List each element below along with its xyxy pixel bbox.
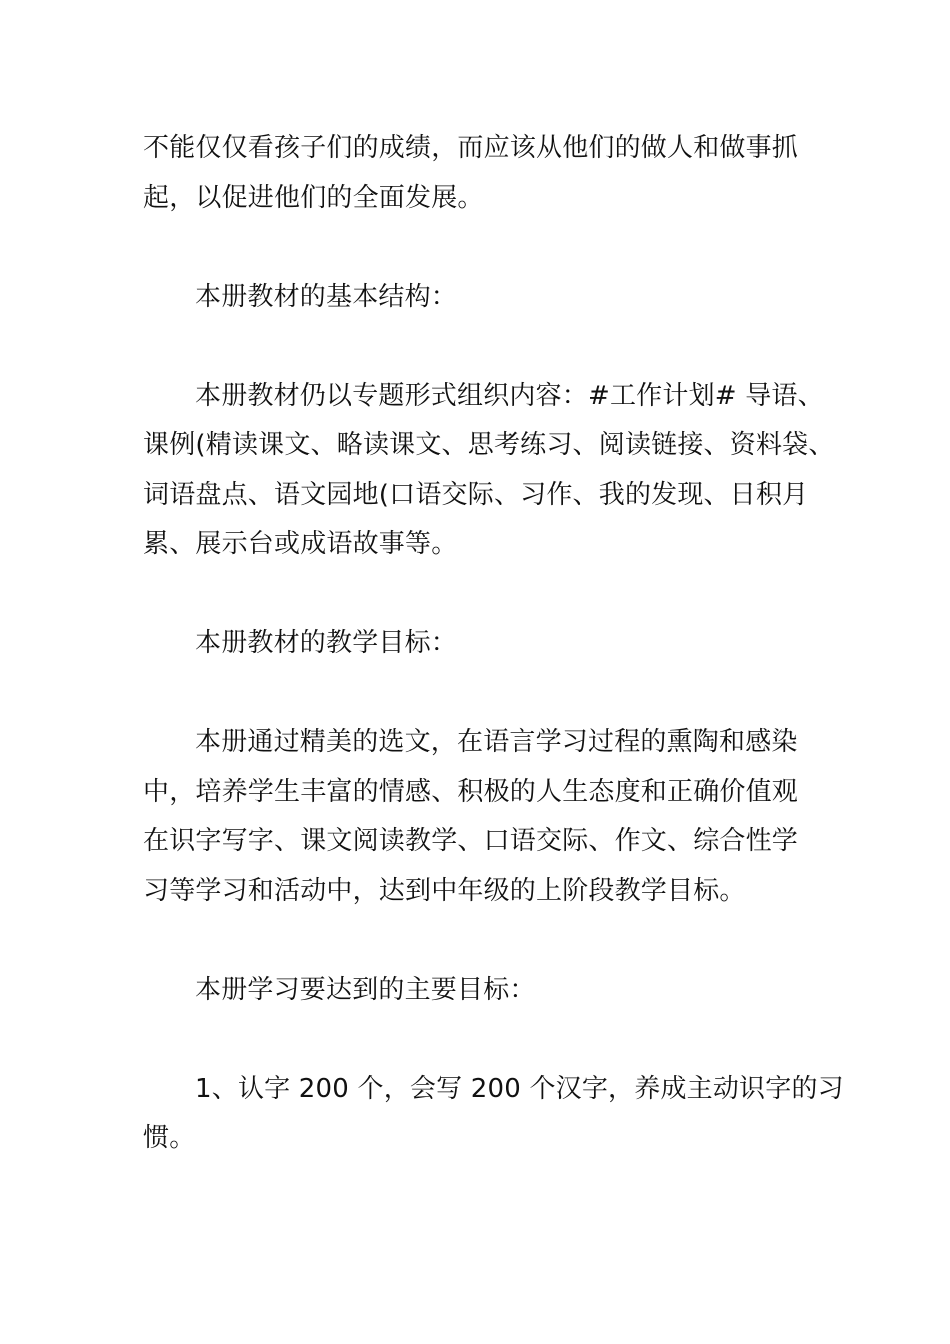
text-line: 不能仅仅看孩子们的成绩，而应该从他们的做人和做事抓 — [143, 133, 799, 163]
text-line: 中，培养学生丰富的情感、积极的人生态度和正确价值观 — [143, 776, 799, 807]
text-line: 惯。 — [143, 1123, 196, 1153]
text-line: 本册通过精美的选文，在语言学习过程的熏陶和感染 — [195, 727, 798, 757]
text-line: 累、展示台或成语故事等。 — [143, 529, 458, 559]
text-line: 本册学习要达到的主要目标： — [195, 974, 536, 1005]
document-page — [143, 124, 844, 1164]
text-line: 1、认字 200 个，会写 200 个汉字，养成主动识字的习 — [195, 1073, 844, 1104]
text-line: 课例(精读课文、略读课文、思考练习、阅读链接、资料袋、 — [143, 430, 835, 460]
heading-teaching-goals — [143, 619, 823, 669]
paragraph-teaching-goals — [143, 718, 823, 916]
text-line: 习等学习和活动中，达到中年级的上阶段教学目标。 — [143, 875, 746, 906]
heading-main-goals — [143, 966, 823, 1016]
heading-basic-structure — [143, 273, 823, 323]
text-line: 本册教材的基本结构： — [195, 281, 458, 312]
text-line: 在识字写字、课文阅读教学、口语交际、作文、综合性学 — [143, 826, 799, 856]
paragraph-structure-content — [143, 372, 835, 570]
text-line: 词语盘点、语文园地(口语交际、习作、我的发现、日积月 — [143, 479, 809, 510]
text-line: 本册教材仍以专题形式组织内容：#工作计划# 导语、 — [195, 380, 824, 411]
text-line: 起，以促进他们的全面发展。 — [143, 182, 484, 213]
paragraph-goal-1 — [143, 1065, 844, 1164]
paragraph-development — [143, 124, 823, 223]
text-line: 本册教材的教学目标： — [195, 628, 458, 658]
